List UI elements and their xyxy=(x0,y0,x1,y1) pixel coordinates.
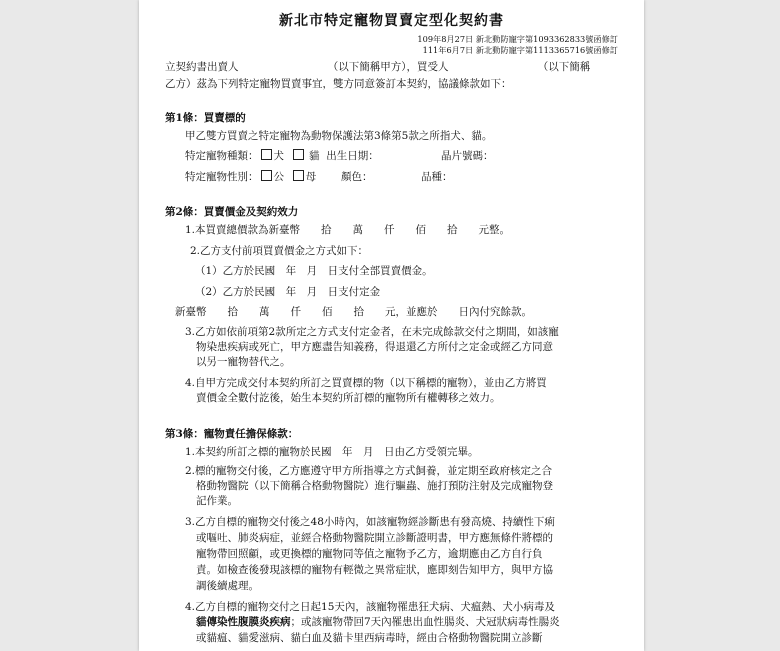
section-1-line-1: 甲乙雙方買賣之特定寵物為動物保護法第3條第5款之所指犬、貓。 xyxy=(185,130,493,142)
color-label: 顏色： xyxy=(341,171,373,183)
breed-label: 品種： xyxy=(421,171,453,183)
checkbox-cat[interactable] xyxy=(293,149,304,160)
section-2-item-4-line-1: 4.自甲方完成交付本契約所訂之買賣標的物（以下稱標的寵物），並由乙方將買 xyxy=(185,377,547,389)
intro-line-1: 立契約書出賣人 （以下簡稱甲方），買受人 （以下簡稱 xyxy=(165,61,591,73)
checkbox-dog[interactable] xyxy=(261,149,272,160)
pet-kind-dog: 犬 xyxy=(273,150,284,162)
section-2-deposit-amount: 新臺幣 拾 萬 仟 佰 拾 元，並應於 日內付究餘款。 xyxy=(175,306,532,318)
checkbox-male[interactable] xyxy=(261,170,272,181)
section-3-item-3-line-2: 或嘔吐、肺炎病症，並經合格動物醫院開立診斷證明書，甲方應無條件將標的 xyxy=(196,532,553,544)
pet-sex-female: 母 xyxy=(305,171,317,183)
revision-note-2: 111年6月7日 新北動防寵字第1113365716號函修訂 xyxy=(422,45,618,55)
section-1-heading: 第1條：買賣標的 xyxy=(165,112,246,124)
section-2-item-3-line-3: 以另一寵物替代之。 xyxy=(196,356,291,368)
section-3-heading: 第3條：寵物責任擔保條款： xyxy=(165,428,299,440)
section-2-heading: 第2條：買賣價金及契約效力 xyxy=(165,206,299,218)
section-3-item-2-line-1: 2.標的寵物交付後，乙方應遵守甲方所指導之方式飼養，並定期至政府核定之合 xyxy=(185,465,553,477)
section-2-item-3-line-2: 物染患疾病或死亡，甲方應盡告知義務，得退還乙方所付之定金或經乙方同意 xyxy=(196,341,553,353)
contract-page xyxy=(139,0,644,651)
section-3-item-4-line-3: 或貓瘟、貓愛滋病、貓白血及貓卡里西病毒時，經由合格動物醫院開立診斷 xyxy=(196,632,543,644)
section-3-item-3-line-4: 責。如檢查後發現該標的寵物有輕微之異常症狀，應即刻告知甲方，與甲方協 xyxy=(196,564,553,576)
section-3-item-3-line-1: 3.乙方自標的寵物交付後之48小時內，如該寵物經診斷患有發高燒、持續性下痢 xyxy=(185,516,555,528)
section-3-item-3-line-5: 調後續處理。 xyxy=(196,580,259,592)
chip-number-label: 晶片號碼： xyxy=(441,150,494,162)
pet-sex-label: 特定寵物性別： xyxy=(185,171,259,183)
pet-kind-cat: 貓 xyxy=(309,150,320,162)
intro-line-2: 乙方）茲為下列特定寵物買賣事宜，雙方同意簽訂本契約，協議條款如下： xyxy=(165,78,512,90)
pet-sex-male: 公 xyxy=(273,171,284,183)
section-2-item-1: 1.本買賣總價款為新臺幣 拾 萬 仟 佰 拾 元整。 xyxy=(185,224,511,236)
section-3-item-4-line-2 xyxy=(196,615,560,629)
section-3-item-3-line-3: 寵物帶回照顧，或更換標的寵物同等值之寵物予乙方，逾期應由乙方自行負 xyxy=(196,548,543,560)
section-3-item-2-line-3: 記作業。 xyxy=(196,495,238,507)
pet-sex-row xyxy=(185,170,316,184)
section-3-item-1: 1.本契約所訂之標的寵物於民國 年 月 日由乙方受領完畢。 xyxy=(185,446,479,458)
pet-kind-row xyxy=(185,149,379,163)
checkbox-female[interactable] xyxy=(293,170,304,181)
revision-note-1: 109年8月27日 新北動防寵字第1093362833號函修訂 xyxy=(417,34,618,44)
section-3-item-4-line-1: 4.乙方自標的寵物交付之日起15天內，該寵物罹患狂犬病、犬瘟熱、犬小病毒及 xyxy=(185,601,555,613)
section-2-item-2: 2.乙方支付前項買賣價金之方式如下： xyxy=(190,245,369,257)
section-3-item-2-line-2: 格動物醫院（以下簡稱合格動物醫院）進行驅蟲、施打預防注射及完成寵物登 xyxy=(196,480,553,492)
section-2-option-2: （2）乙方於民國 年 月 日支付定金 xyxy=(195,286,381,298)
section-2-item-4-line-2: 賣價金全數付訖後，始生本契約所訂標的寵物所有權轉移之效力。 xyxy=(196,392,501,404)
fip-disease-emphasis: 貓傳染性腹膜炎疾病 xyxy=(196,616,291,628)
document-title: 新北市特定寵物買賣定型化契約書 xyxy=(279,13,504,29)
birth-date-label: 出生日期： xyxy=(326,150,379,162)
section-2-option-1: （1）乙方於民國 年 月 日支付全部買賣價金。 xyxy=(195,265,433,277)
pet-kind-label: 特定寵物種類： xyxy=(185,150,259,162)
section-3-item-4-line-2-rest: ；或該寵物帶回7天內罹患出血性腸炎、犬冠狀病毒性腸炎 xyxy=(290,616,560,628)
section-2-item-3-line-1: 3.乙方如依前項第2款所定之方式支付定金者，在未完成餘款交付之期間，如該寵 xyxy=(185,326,559,338)
